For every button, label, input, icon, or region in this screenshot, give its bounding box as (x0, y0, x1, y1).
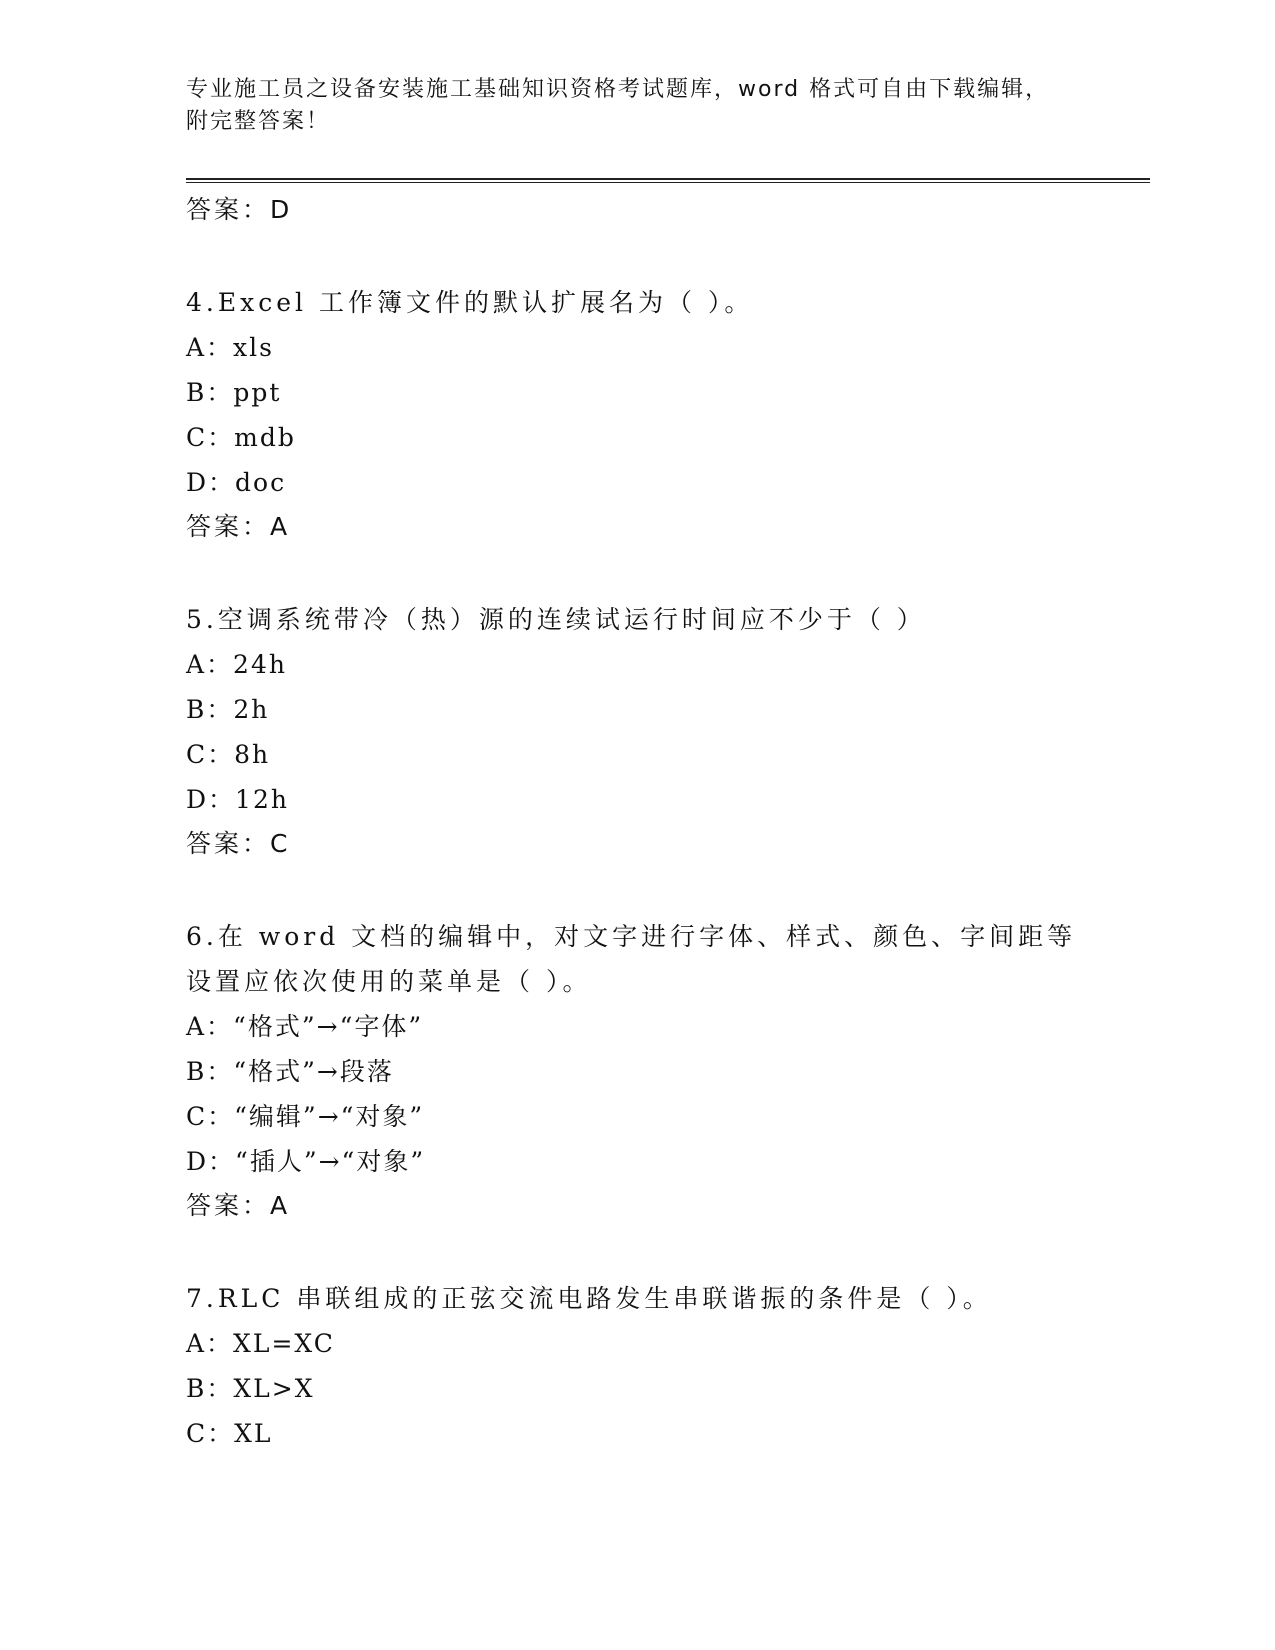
answer-line: 答案：A (186, 512, 291, 541)
option-a: A：“格式”→“字体” (186, 1012, 424, 1041)
header-divider (186, 178, 1150, 183)
option-b: B：“格式”→段落 (186, 1057, 394, 1086)
answer-line: 答案：A (186, 1191, 291, 1220)
option-d: D：12h (186, 785, 289, 814)
question-7 (186, 1276, 1086, 1456)
question-text: 7.RLC 串联组成的正弦交流电路发生串联谐振的条件是（ ）。 (186, 1284, 992, 1313)
option-c: C：mdb (186, 423, 296, 452)
option-b: B：ppt (186, 378, 282, 407)
option-a: A：XL=XC (186, 1329, 335, 1358)
option-c: C：8h (186, 740, 271, 769)
option-d: D：doc (186, 468, 287, 497)
option-c: C：XL (186, 1419, 273, 1448)
question-6 (186, 914, 1086, 1228)
option-b: B：XL>X (186, 1374, 315, 1403)
answer-line: 答案：C (186, 829, 291, 858)
option-d: D：“插人”→“对象” (186, 1147, 426, 1176)
question-4 (186, 280, 1086, 549)
option-a: A：xls (186, 333, 274, 362)
option-a: A：24h (186, 650, 287, 679)
document-header: 专业施工员之设备安装施工基础知识资格考试题库，word 格式可自由下载编辑， 附完整答案！ (186, 77, 1050, 134)
question-text: 5.空调系统带冷（热）源的连续试运行时间应不少于（ ） (186, 605, 926, 634)
question-5 (186, 597, 1086, 866)
option-b: B：2h (186, 695, 270, 724)
question-text: 4.Excel 工作簿文件的默认扩展名为（ ）。 (186, 288, 754, 317)
question-text: 6.在 word 文档的编辑中，对文字进行字体、样式、颜色、字间距等设置应依次使用的菜单是（ ）。 (186, 922, 1077, 996)
answer-line: 答案：D (186, 195, 293, 224)
document-body (186, 188, 1086, 1456)
option-c: C：“编辑”→“对象” (186, 1102, 425, 1131)
